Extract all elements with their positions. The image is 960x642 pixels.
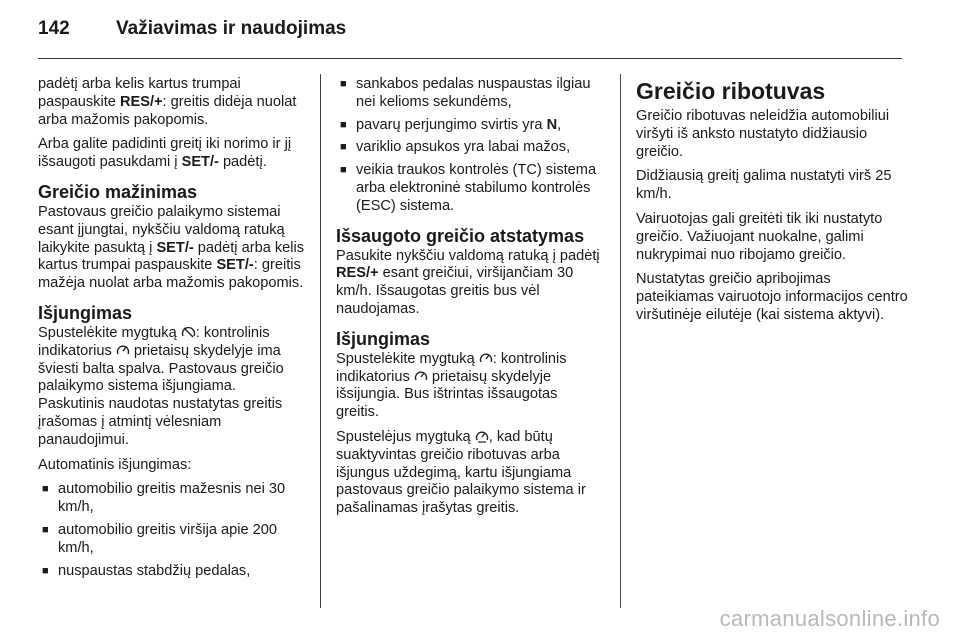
column-divider-left [320,74,321,608]
set-minus-label: SET/- [181,154,219,171]
header-rule [38,58,902,59]
paragraph-reduce: Pastovaus greičio palaikymo sistemai esant įjungtai, nykščiu valdomą ratuką laikykite pasuktą į SET/- padėtį arba kelis kartus trumpai paspauskite SET/-: greitis mažėja nuolat arba mažomis pakopomis. [38,203,305,292]
res-plus-label: RES/+ [119,93,163,110]
list-item: ■ automobilio greitis viršija apie 200 km/h, [42,521,278,556]
paragraph-increase: padėtį arba kelis kartus trumpai paspauskite RES/+: greitis didėja nuolat arba mažomis pakopomis. [38,76,297,128]
auto-deactivation-list [38,481,306,580]
heading-resume-speed: Išsaugoto greičio atstatymas [336,225,585,246]
paragraph-auto-deactivation: Automatinis išjungimas: [38,456,192,473]
page-header [38,18,900,40]
list-item: ■ sankabos pedalas nuspaustas ilgiau nei kelioms sekundėms, [340,76,591,110]
watermark: carmanualsonline.info [719,606,940,631]
list-item: ■ variklio apsukos yra labai mažos, [340,139,571,156]
cruise-control-indicator-icon [116,344,130,357]
list-item: ■ pavarų perjungimo svirtis yra N, [340,116,562,133]
paragraph-limiter-display: Nustatytas greičio apribojimas pateikiamas vairuotojo informacijos centro viršutinėje eilutėje (kai sistema aktyvi). [636,271,908,323]
cruise-control-indicator-icon [414,370,428,383]
paragraph-deactivate: Spustelėkite mygtuką : kontrolinis indikatorius prietaisų skydelyje ima šviesti balta spalva. Pastovaus greičio palaikymo sistema išjungiama. Paskutinis naudotas nustatytas greitis įrašomas į atmintį vėlesniam panaudojimui. [38,324,284,448]
column-1 [38,76,306,586]
paragraph-limiter-accel: Vairuotojas gali greitėti tik iki nustatyto greičio. Važiuojant nuokalne, galimi nukrypimai nuo ribojamo greičio. [636,210,883,263]
speed-limiter-icon [475,430,489,443]
paragraph-resume: Pasukite nykščiu valdomą ratuką į padėtį RES/+ esant greičiui, viršijančiam 30 km/h. Išsaugotas greitis bus vėl naudojamas. [336,247,600,317]
column-3 [636,76,908,332]
cruise-control-button-icon [479,352,493,365]
list-item: ■ veikia traukos kontrolės (TC) sistema arba elektroninė stabilumo kontrolės (ESC) sistema. [340,162,597,214]
paragraph-limiter-intro: Greičio ribotuvas neleidžia automobiliui viršyti iš anksto nustatyto didžiausio greičio. [636,108,890,160]
page-number: 142 [38,18,70,39]
paragraph-limiter-min: Didžiausią greitį galima nustatyti virš 25 km/h. [636,168,892,203]
paragraph-switch-off: Spustelėkite mygtuką : kontrolinis indikatorius prietaisų skydelyje išsijungia. Bus ištrintas išsaugotas greitis. [336,350,567,421]
paragraph-store-speed: Arba galite padidinti greitį iki norimo ir jį išsaugoti pasukdami į SET/- padėtį. [38,136,292,171]
list-item: ■ nuspaustas stabdžių pedalas, [42,562,251,579]
column-2 [336,76,604,525]
heading-switch-off: Išjungimas [336,328,431,349]
heading-speed-reduction: Greičio mažinimas [38,181,198,202]
heading-deactivation: Išjungimas [38,302,133,323]
heading-speed-limiter: Greičio ribotuvas [636,78,826,104]
list-item: ■ automobilio greitis mažesnis nei 30 km/h, [42,481,286,516]
chapter-title: Važiavimas ir naudojimas [116,18,347,39]
cruise-cancel-icon [181,326,196,339]
paragraph-limiter-activation: Spustelėjus mygtuką , kad būtų suaktyvintas greičio ribotuvas arba išjungus uždegimą, kartu išjungiama pastovaus greičio palaikymo sistema ir pašalinamas įrašytas greitis. [336,428,586,517]
column-divider-right [620,74,621,608]
auto-deactivation-list-continued [336,76,604,216]
